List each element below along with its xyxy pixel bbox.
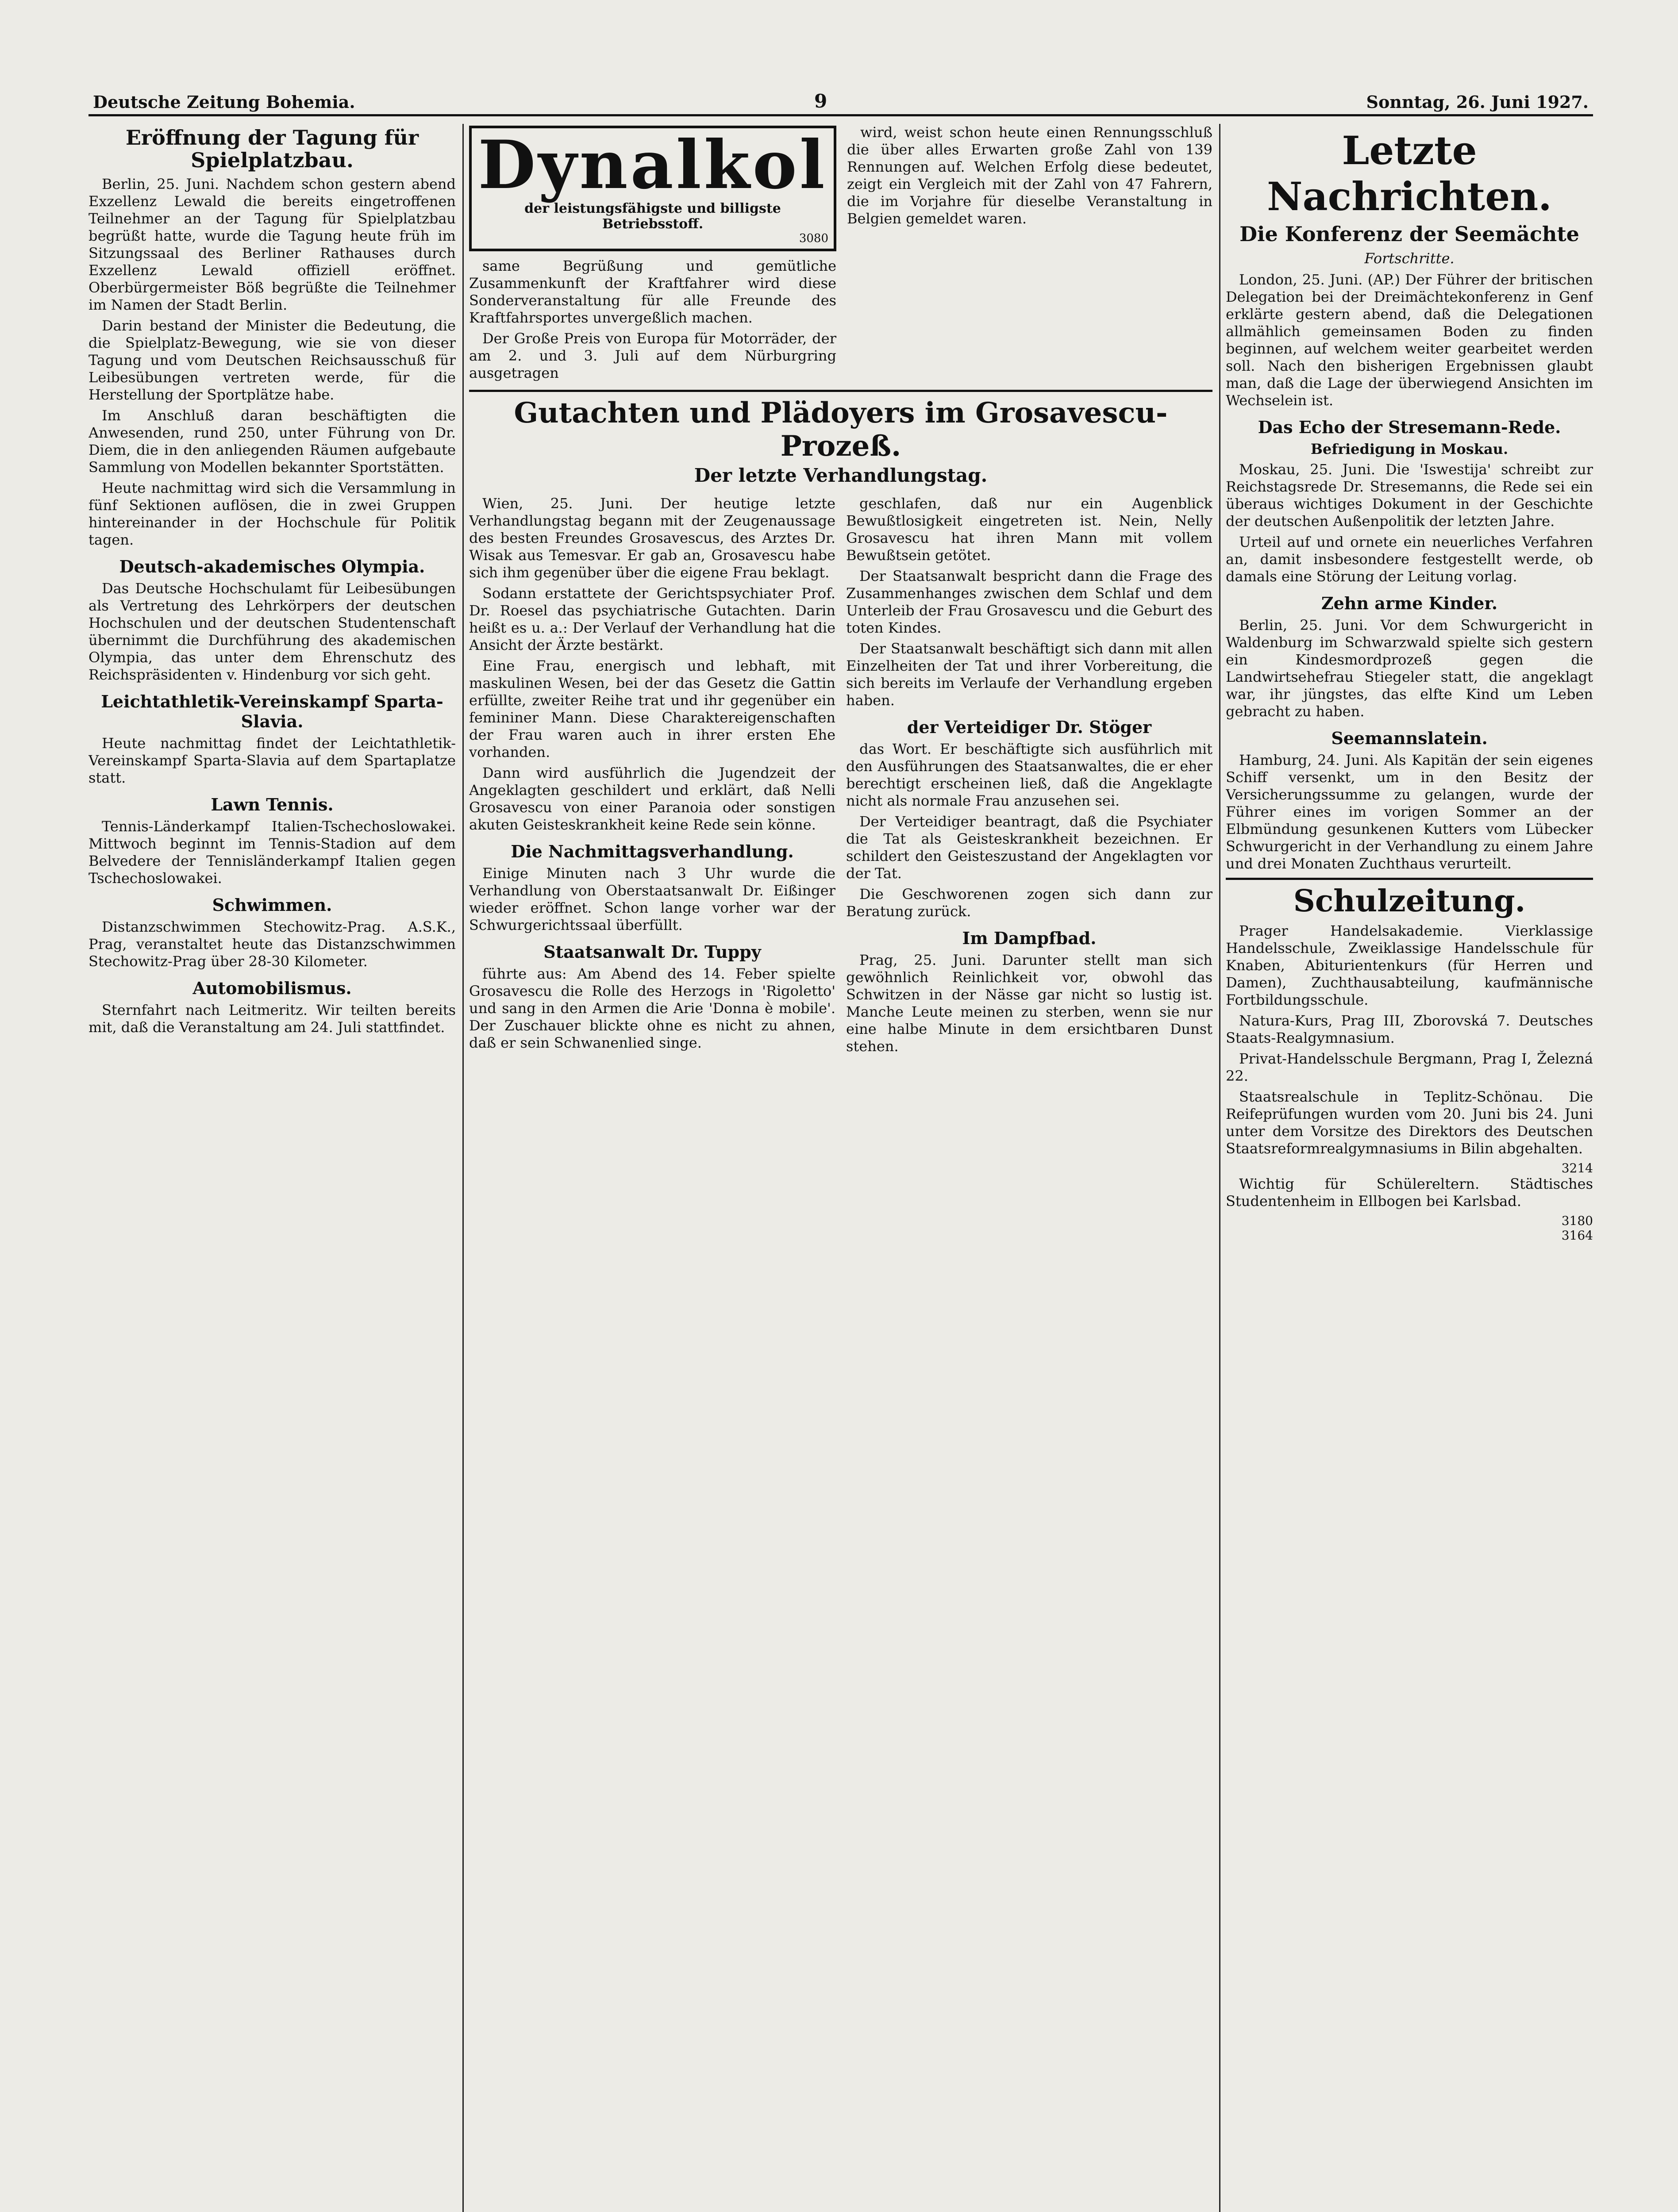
latest-news-title: Letzte Nachrichten.	[1267, 127, 1552, 219]
ad-number: 3080	[799, 232, 828, 245]
page-header	[89, 88, 1593, 116]
heading-seemannslatein: Seemannslatein.	[1331, 728, 1488, 748]
paragraph: Der Staatsanwalt bespricht dann die Frage des Zusammenhanges zwischen dem Schlaf und dem Unterleib der Frau Grosavescu und die Geburt des toten Kindes.	[846, 568, 1212, 636]
heading-lawn-tennis: Lawn Tennis.	[211, 795, 334, 815]
paragraph: Der Staatsanwalt beschäftigt sich dann mit allen Einzelheiten der Tat und ihrer Vorbereitung, die sich bereits im Verlaufe der Verhandlung ergeben haben.	[846, 640, 1212, 709]
paper-name: Deutsche Zeitung Bohemia.	[93, 92, 355, 112]
paragraph: same Begrüßung und gemütliche Zusammenkunft der Kraftfahrer wird diese Sonderveranstaltung für alle Freunde des Kraftfahrsportes unvergeßlich machen.	[469, 257, 836, 326]
heading-olympia: Deutsch-akademisches Olympia.	[119, 557, 425, 577]
title-divider	[469, 390, 1212, 392]
main-article-title: Gutachten und Plädoyers im Grosavescu-Prozeß.	[514, 396, 1168, 463]
heading-automobilismus: Automobilismus.	[192, 978, 352, 998]
paragraph: Berlin, 25. Juni. Nachdem schon gestern abend Exzellenz Lewald die bereits eingetroffenen Teilnehmer an der Tagung für Spielplatzbau begrüßt hatte, wurde die Tagung heute früh im Sitzungssaal des Berliner Rathauses durch Exzellenz Lewald offiziell eröffnet. Oberbürgermeister Böß begrüßte die Teilnehmer im Namen der Stadt Berlin.	[89, 176, 456, 314]
paragraph: Berlin, 25. Juni. Vor dem Schwurgericht in Waldenburg im Schwarzwald spielte sich gestern ein Kindesmordprozeß gegen die Landwirtsehefrau Stiegeler statt, die angeklagt war, ihr jüngstes, das elfte Kind um Leben gebracht zu haben.	[1226, 616, 1593, 720]
paragraph: Privat-Handelsschule Bergmann, Prag I, Železná 22.	[1226, 1050, 1593, 1084]
ad-tagline: der leistungsfähigste und billigste Betriebsstoff.	[524, 201, 781, 232]
paragraph: Wichtig für Schülereltern. Städtisches Studentenheim in Ellbogen bei Karlsbad.	[1226, 1175, 1593, 1210]
paragraph: Wien, 25. Juni. Der heutige letzte Verhandlungstag begann mit der Zeugenaussage des besten Freundes Grosavescus, des Arztes Dr. Wisak aus Temesvar. Er gab an, Grosavescu habe sich ihm gegenüber über die eigene Frau beklagt.	[469, 495, 835, 581]
heading-tuppy: Staatsanwalt Dr. Tuppy	[543, 942, 761, 962]
heading-echo: Das Echo der Stresemann-Rede.	[1258, 417, 1561, 437]
paragraph: London, 25. Juni. (AP.) Der Führer der britischen Delegation bei der Dreimächtekonferenz in Genf erklärte gestern abend, daß die Delegationen allmählich gemeinsamen Boden zu finden beginnen, auf welchem weiter gearbeitet werden soll. Nach den bisherigen Ergebnissen glaubt man, daß die Lage der überwiegend Ansichten im Wechselein ist.	[1226, 271, 1593, 409]
ad-brand: Dynalkol	[478, 126, 827, 204]
heading-kinder: Zehn arme Kinder.	[1321, 593, 1498, 613]
paragraph: Prager Handelsakademie. Vierklassige Handelsschule, Zweiklassige Handelsschule für Knaben, Abiturientenkurs (für Herren und Damen), Zuchthausabteilung, kaufmännische Fortbildungsschule.	[1226, 922, 1593, 1008]
paragraph: führte aus: Am Abend des 14. Feber spielte Grosavescu die Rolle des Herzogs in 'Rigoletto' und sang in den Armen die Arie 'Donna è mobile'. Der Zuschauer blickte ohne es nicht zu ahnen, daß er sein Schwanenlied singe.	[469, 965, 835, 1051]
heading-konferenz: Die Konferenz der Seemächte	[1239, 222, 1579, 246]
paragraph: Der Verteidiger beantragt, daß die Psychiater die Tat als Geisteskrankheit bezeichnen. Er schildert den Geisteszustand der Angeklagten vor der Tat.	[846, 813, 1212, 882]
main-article-subtitle: Der letzte Verhandlungstag.	[694, 465, 988, 486]
paragraph: Dann wird ausführlich die Jugendzeit der Angeklagten geschildert und erklärt, daß Nelli Grosavescu von einer Paranoia oder sonstigen akuten Geisteskrankheit keine Rede sein könne.	[469, 764, 835, 833]
paragraph: Im Anschluß daran beschäftigten die Anwesenden, rund 250, unter Führung von Dr. Diem, die in den anliegenden Räumen aufgebaute Sammlung von Modellen bekannter Sportstätten.	[89, 407, 456, 476]
paragraph: Tennis-Länderkampf Italien-Tschechoslowakei. Mittwoch beginnt im Tennis-Stadion auf dem Belvedere der Tennisländerkampf Italien gegen Tschechoslowakei.	[89, 818, 456, 887]
paragraph: Moskau, 25. Juni. Die 'Iswestija' schreibt zur Reichstagsrede Dr. Stresemanns, die Rede sei ein überaus wichtiges Dokument in der Geschichte der deutschen Außenpolitik der letzten Jahre.	[1226, 461, 1593, 530]
paragraph: Sodann erstattete der Gerichtspsychiater Prof. Dr. Roesel das psychiatrische Gutachten. Darin heißt es u. a.: Der Verlauf der Verhandlung hat die Ansicht der Ärzte bestärkt.	[469, 585, 835, 653]
column-news	[1226, 124, 1593, 2212]
newspaper-page	[89, 88, 1593, 2212]
ad-block	[469, 124, 836, 385]
paragraph: Heute nachmittag findet der Leichtathletik-Vereinskampf Sparta-Slavia auf dem Spartaplatze statt.	[89, 735, 456, 787]
heading-nachmittag: Die Nachmittagsverhandlung.	[511, 841, 794, 861]
page-number: 9	[814, 90, 827, 112]
schulzeitung-title: Schulzeitung.	[1293, 883, 1526, 919]
paragraph: Natura-Kurs, Prag III, Zborovská 7. Deutsches Staats-Realgymnasium.	[1226, 1012, 1593, 1046]
ad-side-text	[847, 124, 1212, 385]
paragraph: Prag, 25. Juni. Darunter stellt man sich gewöhnlich Reinlichkeit vor, obwohl das Schwitzen in der Nässe gar nicht so lustig ist. Manche Leute meinen zu sterben, wenn sie nur eine halbe Minute in dem ersichtbaren Dunst stehen.	[846, 952, 1212, 1055]
paragraph: Das Deutsche Hochschulamt für Leibesübungen als Vertretung des Lehrkörpers der deutschen Hochschulen und der deutschen Studentenschaft übernimmt die Durchführung des akademischen Olympia, das unter dem Ehrenschutz des Reichspräsidenten v. Hindenburg vor sich geht.	[89, 580, 456, 684]
main-left-column	[469, 495, 835, 1059]
column-main	[469, 124, 1212, 2212]
notice-number: 3164	[1561, 1228, 1593, 1243]
paragraph: Darin bestand der Minister die Bedeutung, die die Spielplatz-Bewegung, wie sie von dieser Tagung und vom Deutschen Reichsausschuß für Leibesübungen vertreten werde, für die Herstellung der Sportplätze habe.	[89, 317, 456, 403]
paragraph: Sternfahrt nach Leitmeritz. Wir teilten bereits mit, daß die Veranstaltung am 24. Juli stattfindet.	[89, 1002, 456, 1036]
dynalkol-ad	[469, 126, 836, 251]
top-ad-row	[469, 124, 1212, 385]
paragraph: geschlafen, daß nur ein Augenblick Bewußtlosigkeit eingetreten ist. Nein, Nelly Grosavescu hat ihren Mann mit vollem Bewußtsein getötet.	[846, 495, 1212, 564]
notice-number: 3180	[1561, 1213, 1593, 1228]
notice-number: 3214	[1561, 1160, 1593, 1175]
issue-date: Sonntag, 26. Juni 1927.	[1366, 92, 1589, 112]
paragraph: Heute nachmittag wird sich die Versammlung in fünf Sektionen auflösen, die in zwei Gruppen hintereinander in der Hochschule für Politik tagen.	[89, 480, 456, 549]
paragraph: Der Große Preis von Europa für Motorräder, der am 2. und 3. Juli auf dem Nürburgring ausgetragen	[469, 330, 836, 381]
column-rule	[462, 124, 464, 2212]
column-sport	[89, 124, 456, 2212]
heading-schwimmen: Schwimmen.	[212, 895, 332, 915]
paragraph: Eine Frau, energisch und lebhaft, mit maskulinen Wesen, bei der das Gesetz die Gattin erfüllte, zweiter Reihe trat und ihr gegenüber ein femininer Mann. Diese Charaktereigenschaften der Frau waren auch in ihrer ersten Ehe vorhanden.	[469, 657, 835, 760]
subheading-fortschritte: Fortschritte.	[1364, 250, 1455, 267]
section-divider	[1226, 878, 1593, 880]
paragraph: Hamburg, 24. Juni. Als Kapitän der sein eigenes Schiff versenkt, um in den Besitz der Versicherungssumme zu gelangen, wurde der Führer eines im vorigen Sommer an der Elbmündung gesunkenen Kutters vom Lübecker Schwurgericht in der Verhandlung zu einem Jahre und drei Monaten Zuchthaus verurteilt.	[1226, 751, 1593, 872]
paragraph: Distanzschwimmen Stechowitz-Prag. A.S.K., Prag, veranstaltet heute das Distanzschwimmen Stechowitz-Prag über 28-30 Kilometer.	[89, 918, 456, 970]
heading-leichtathletik: Leichtathletik-Vereinskampf Sparta-Slavia.	[101, 691, 443, 732]
paragraph: wird, weist schon heute einen Rennungsschluß die über alles Erwarten große Zahl von 139 Rennungen auf. Welchen Erfolg diese bedeutet, zeigt ein Vergleich mit der Zahl von 47 Fahrern, die im Vorjahre für dieselbe Veranstaltung in Belgien gemeldet waren.	[847, 124, 1212, 227]
paragraph: das Wort. Er beschäftigte sich ausführlich mit den Ausführungen des Staatsanwaltes, die er eher berechtigt erscheinen ließ, daß die Angeklagte nicht als normale Frau anzusehen sei.	[846, 741, 1212, 809]
heading-stoeger: der Verteidiger Dr. Stöger	[907, 717, 1152, 737]
heading-dampfbad: Im Dampfbad.	[962, 928, 1097, 948]
paragraph: Einige Minuten nach 3 Uhr wurde die Verhandlung von Oberstaatsanwalt Dr. Eißinger wieder eröffnet. Schon lange vorher war der Schwurgerichtssaal überfüllt.	[469, 865, 835, 933]
subheading-moskau: Befriedigung in Moskau.	[1310, 440, 1509, 457]
paragraph: Die Geschworenen zogen sich dann zur Beratung zurück.	[846, 886, 1212, 920]
article-title-spielplatz: Eröffnung der Tagung für Spielplatzbau.	[125, 126, 419, 172]
main-right-column	[846, 495, 1212, 1059]
main-article-body	[469, 495, 1212, 1059]
column-rule	[1219, 124, 1220, 2212]
paragraph: Urteil auf und ornete ein neuerliches Verfahren an, damit insbesondere festgestellt werde, ob damals eine Störung der Leitung vorlag.	[1226, 533, 1593, 585]
paragraph: Staatsrealschule in Teplitz-Schönau. Die Reifeprüfungen wurden vom 20. Juni bis 24. Juni unter dem Vorsitze des Direktors des Deutschen Staatsreformrealgymnasiums in Bilin abgehalten.	[1226, 1088, 1593, 1157]
